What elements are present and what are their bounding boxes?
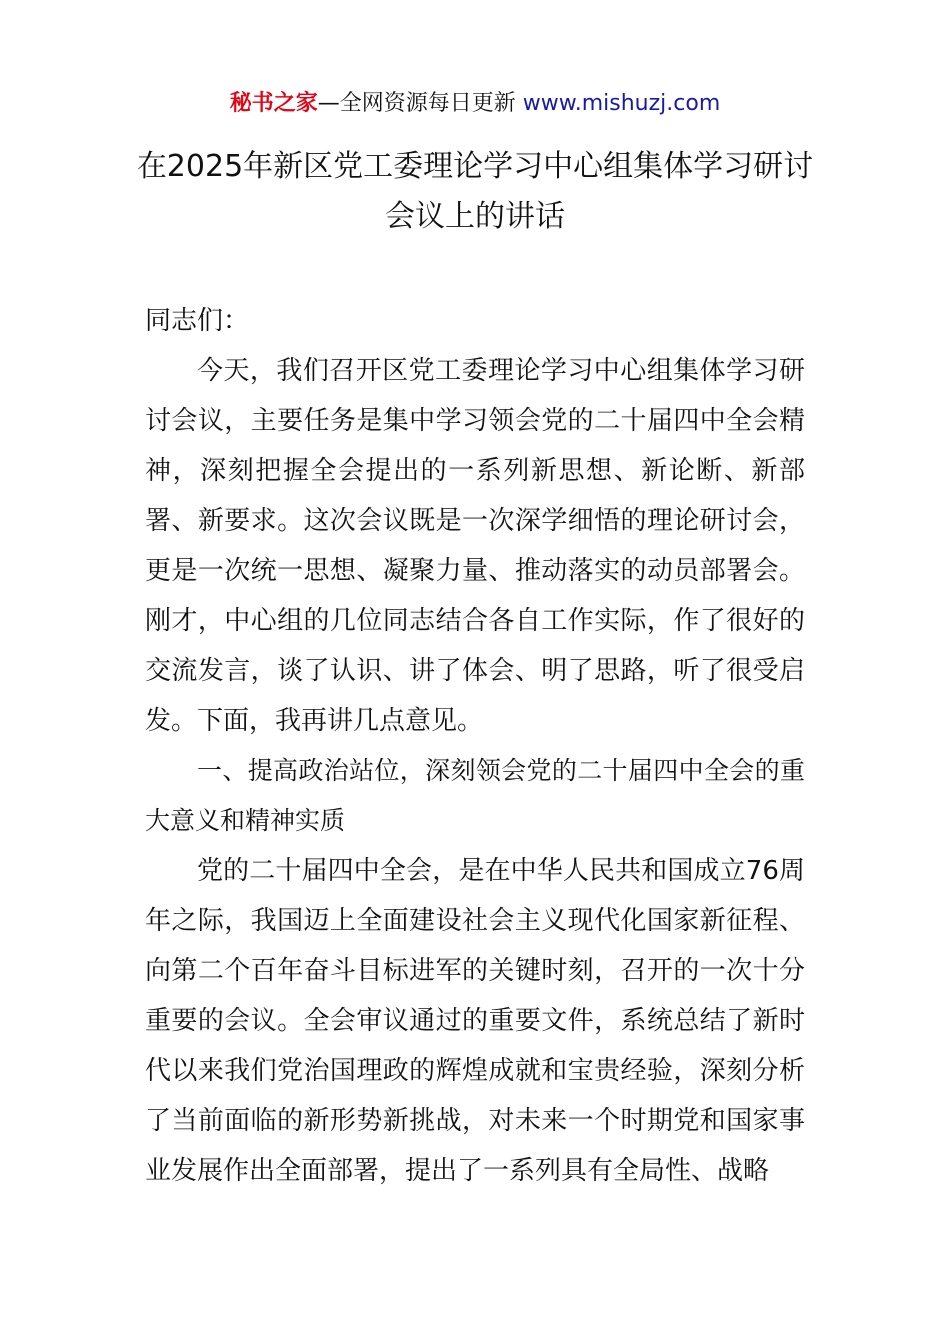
- salutation: 同志们：: [145, 306, 250, 336]
- site-tagline: —全网资源每日更新: [317, 91, 523, 116]
- paragraph-body: 党的二十届四中全会，是在中华人民共和国成立76周年之际，我国迈上全面建设社会主义现代化国家新征程、向第二个百年奋斗目标进军的关键时刻，召开的一次十分重要的会议。全会审议通过的重要文件，系统总结了新时代以来我们党治国理政的辉煌成就和宝贵经验，深刻分析了当前面临的新形势新挑战，对未来一个时期党和国家事业发展作出全面部署，提出了一系列具有全局性、战略: [145, 856, 805, 1186]
- site-brand: 秘书之家: [229, 91, 318, 116]
- site-header: [0, 86, 950, 122]
- document-body: [145, 296, 805, 1196]
- site-url-link[interactable]: www.mishuzj.com: [522, 91, 721, 116]
- section-heading: 一、提高政治站位，深刻领会党的二十届四中全会的重大意义和精神实质: [145, 756, 805, 835]
- paragraph-intro: 今天，我们召开区党工委理论学习中心组集体学习研讨会议，主要任务是集中学习领会党的二十届四中全会精神，深刻把握全会提出的一系列新思想、新论断、新部署、新要求。这次会议既是一次深学细悟的理论研讨会，更是一次统一思想、凝聚力量、推动落实的动员部署会。刚才，中心组的几位同志结合各自工作实际，作了很好的交流发言，谈了认识、讲了体会、明了思路，听了很受启发。下面，我再讲几点意见。: [145, 356, 805, 736]
- document-title: 在2025年新区党工委理论学习中心组集体学习研讨会议上的讲话: [136, 149, 814, 234]
